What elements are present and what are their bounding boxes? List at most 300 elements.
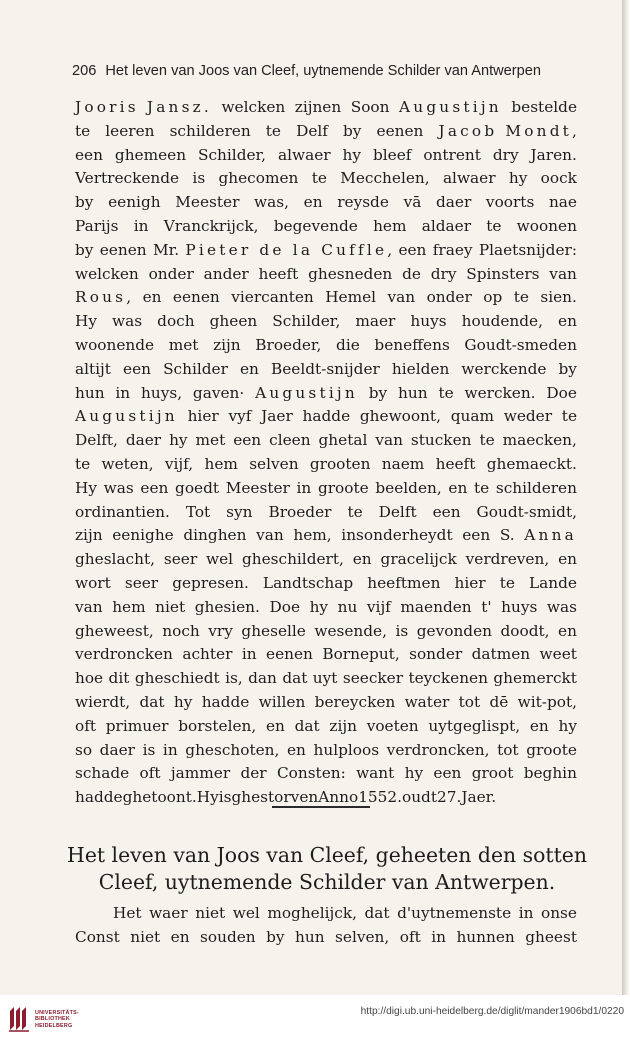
word: by <box>343 121 362 140</box>
word: een <box>398 240 427 259</box>
word: der <box>240 764 267 783</box>
word: ghemaeckt. <box>486 454 577 473</box>
word: Hy <box>75 312 97 331</box>
word: wit-pot, <box>517 692 577 711</box>
word: water <box>404 692 450 711</box>
word: wierdt, <box>75 692 131 711</box>
word: aldaer <box>421 216 472 235</box>
word: woonen <box>516 216 577 235</box>
word: en <box>303 193 323 212</box>
word: oock <box>540 169 577 188</box>
word: en <box>240 359 259 378</box>
word: vijf <box>366 597 391 616</box>
word: seer <box>124 573 159 592</box>
word: leeren <box>105 121 155 140</box>
word: te <box>311 169 327 188</box>
word: die <box>336 335 360 354</box>
word: quam <box>450 407 494 426</box>
word: moghelijck, <box>267 904 357 922</box>
word: met <box>195 431 226 450</box>
word: ghesneden <box>308 264 393 283</box>
word: huys <box>410 312 447 331</box>
word: Landtschap <box>262 573 354 592</box>
word: Goudt-smeden <box>464 335 577 354</box>
main-text-block <box>75 96 577 810</box>
word: , <box>387 240 393 259</box>
page-edge-shadow <box>622 0 630 995</box>
word: hier <box>454 573 486 592</box>
word: en <box>265 716 285 735</box>
word: is <box>218 788 232 807</box>
word: dat <box>282 669 308 688</box>
word: weet <box>539 645 577 664</box>
word: Goudt-smidt, <box>476 502 577 521</box>
word: hy <box>508 169 528 188</box>
word: hun <box>295 927 325 946</box>
word: vyf <box>228 407 252 426</box>
word: dry <box>492 145 519 164</box>
word: ghemeen <box>114 145 187 164</box>
word: verdreven, <box>465 550 550 569</box>
word: primuer <box>105 716 169 735</box>
word: een <box>462 526 491 545</box>
word: ghewoont, <box>359 407 441 426</box>
university-library-logo-icon[interactable] <box>8 1005 30 1032</box>
word: en <box>142 288 162 307</box>
word: naem <box>381 454 425 473</box>
running-header <box>72 63 582 85</box>
spaced-name: Anna <box>524 526 577 545</box>
word: wesende, <box>314 621 387 640</box>
word: Beeldt-snijder <box>270 359 380 378</box>
text-line <box>75 524 577 548</box>
word: eenen <box>376 121 424 140</box>
chapter-title-line: Het leven van Joos van Cleef, geheeten den sotten <box>67 843 587 867</box>
word: van <box>256 526 284 545</box>
word: hunnen <box>456 927 515 946</box>
word: schade <box>75 764 130 783</box>
word: Parijs <box>75 216 119 235</box>
word: fraey <box>432 240 473 259</box>
word: wercken. <box>464 383 536 402</box>
text-line <box>75 691 577 715</box>
word: want <box>356 764 395 783</box>
word: welcken <box>221 98 286 116</box>
word: beghin <box>523 764 577 783</box>
word: hadde <box>75 788 123 807</box>
word: Delft, <box>75 431 118 450</box>
chapter-heading <box>62 842 592 896</box>
word: Hy <box>75 478 97 497</box>
word: Delft <box>378 502 417 521</box>
spaced-name: Jooris Jansz. <box>75 98 212 116</box>
text-line <box>75 358 577 382</box>
word: gheslacht, <box>75 550 155 569</box>
word: groot <box>471 764 514 783</box>
word: oft <box>399 927 421 946</box>
word: op <box>483 288 503 307</box>
word: en <box>558 550 577 569</box>
word: te <box>499 573 515 592</box>
word: by <box>368 383 388 402</box>
word: te <box>561 407 577 426</box>
word: te <box>486 216 502 235</box>
word: schilderen <box>169 121 251 140</box>
word: maenden <box>400 597 472 616</box>
word: heeft <box>435 454 476 473</box>
word: is, <box>225 669 243 688</box>
text-line <box>75 263 577 287</box>
word: , <box>126 288 132 307</box>
word: in <box>518 904 534 922</box>
word: nae <box>548 193 577 212</box>
word: achter <box>182 645 233 664</box>
word: maer <box>355 312 396 331</box>
word: bestelde <box>511 98 577 116</box>
word: en <box>286 740 306 759</box>
word: dry <box>430 264 457 283</box>
word: is <box>192 169 206 188</box>
text-line <box>75 596 577 620</box>
word: altijt <box>75 359 111 378</box>
word: Consten: <box>276 764 346 783</box>
word: ghemerckt <box>493 669 577 688</box>
word: in <box>133 216 149 235</box>
word: by <box>558 359 577 378</box>
word: ghestorven <box>231 788 319 807</box>
word: by <box>75 240 94 259</box>
text-line <box>75 453 577 477</box>
word: gheschiedt <box>134 669 220 688</box>
text-line <box>75 334 577 358</box>
word: Doe <box>269 597 300 616</box>
word: doch <box>157 312 195 331</box>
word: de <box>402 264 421 283</box>
word: hoe <box>75 669 104 688</box>
word: ghesien. <box>194 597 260 616</box>
word: in <box>296 478 312 497</box>
text-line <box>75 501 577 525</box>
word: woonende <box>75 335 155 354</box>
word: niet <box>155 597 186 616</box>
word: willen <box>258 692 306 711</box>
text-line <box>75 191 577 215</box>
word: in <box>431 927 446 946</box>
text-line <box>75 286 577 310</box>
word: goedt <box>175 478 220 497</box>
word: d'uytnemenste <box>397 904 512 922</box>
word-group <box>438 120 576 144</box>
word: begevende <box>273 216 358 235</box>
word: 1552. <box>358 788 402 807</box>
page-number: 206 <box>72 63 97 79</box>
word: souden <box>200 927 256 946</box>
word: gheschoten, <box>185 740 280 759</box>
word: dit <box>108 669 130 688</box>
text-line <box>75 477 577 501</box>
text-line <box>75 310 577 334</box>
word: hy <box>169 431 188 450</box>
word: heeftmen <box>367 573 441 592</box>
word: weder <box>503 407 553 426</box>
word: Anno <box>318 788 359 807</box>
word: wel <box>206 550 234 569</box>
text-line <box>75 715 577 739</box>
word: ander <box>203 264 249 283</box>
word: Mecchelen, <box>340 169 430 188</box>
word: by <box>266 927 285 946</box>
word: cleen <box>269 431 311 450</box>
word: hy <box>342 145 362 164</box>
word: onder <box>148 264 194 283</box>
word: Delf <box>296 121 328 140</box>
word: selven <box>249 454 299 473</box>
word: dat <box>294 716 320 735</box>
word: gheschildert, <box>241 550 344 569</box>
word: hielden <box>391 359 450 378</box>
text-line <box>75 739 577 763</box>
word: hy <box>309 597 329 616</box>
word: verdroncken <box>75 645 173 664</box>
word: Het <box>113 904 142 922</box>
word: ontrent <box>423 145 481 164</box>
word: zijnen <box>294 98 342 116</box>
word: Vertreckende <box>75 169 180 188</box>
word: Broeder, <box>255 335 322 354</box>
word: Spinsters <box>466 264 540 283</box>
word: eenen <box>172 288 220 307</box>
text-line <box>75 405 577 429</box>
word: sonder <box>409 645 463 664</box>
word: te <box>473 478 490 497</box>
word: voeten <box>366 716 419 735</box>
word: werckende <box>461 359 547 378</box>
spaced-name: Augustijn <box>75 407 178 426</box>
running-title: Het leven van Joos van Cleef, uytnemende Schilder van Antwerpen <box>105 63 541 79</box>
text-line <box>75 96 577 120</box>
source-url-link[interactable]: http://digi.ub.uni-heidelberg.de/diglit/mander1906bd1/0220 <box>360 1006 624 1017</box>
word: vā <box>403 193 422 212</box>
library-name-line: UNIVERSITÄTS- <box>35 1010 79 1016</box>
word: ghetoont. <box>122 788 197 807</box>
word: dan <box>248 669 277 688</box>
word: beelden, <box>375 478 442 497</box>
word: in <box>162 740 178 759</box>
word: en <box>558 312 577 331</box>
word: van <box>549 264 577 283</box>
word: daer <box>125 431 162 450</box>
word: nu <box>337 597 358 616</box>
text-line <box>75 548 577 572</box>
word: Schilder, <box>198 145 267 164</box>
word: viercanten <box>231 288 314 307</box>
word: teyckenen <box>408 669 488 688</box>
text-line <box>75 902 577 926</box>
word: Broeder <box>268 502 332 521</box>
library-name[interactable] <box>35 1010 79 1029</box>
word: waer <box>149 904 188 922</box>
word: daer <box>435 193 472 212</box>
word: een <box>123 359 151 378</box>
word: zijn <box>329 716 357 735</box>
word: uyt <box>312 669 338 688</box>
text-line <box>75 620 577 644</box>
word: t' <box>481 597 492 616</box>
word: hem <box>373 216 407 235</box>
word: hulploos <box>313 740 380 759</box>
word: eenigh <box>108 193 161 212</box>
text-line <box>75 239 577 263</box>
word: gaven· <box>192 383 245 402</box>
word: Jaer <box>261 407 293 426</box>
word: beneffens <box>374 335 450 354</box>
word: was, <box>254 193 289 212</box>
word: en <box>529 716 549 735</box>
word: en <box>170 927 190 946</box>
word: te <box>479 431 495 450</box>
word: borstelen, <box>178 716 257 735</box>
word: te <box>513 288 529 307</box>
word: maecken, <box>502 431 577 450</box>
word: eenen <box>99 240 147 259</box>
word: hem <box>204 454 238 473</box>
word: houdende, <box>461 312 543 331</box>
word: Jaer. <box>461 788 497 807</box>
word: jammer <box>170 764 231 783</box>
word: doodt, <box>500 621 550 640</box>
word: hadde <box>302 407 351 426</box>
word: Schilder, <box>272 312 341 331</box>
word: Lande <box>528 573 577 592</box>
word: so <box>75 740 93 759</box>
word: schilderen <box>495 478 577 497</box>
word: vry <box>208 621 233 640</box>
word: te <box>438 383 454 402</box>
word: Meester <box>175 193 240 212</box>
word: seecker <box>342 669 404 688</box>
word: Hy <box>196 788 219 807</box>
word: Meester <box>225 478 290 497</box>
word: hy <box>173 692 193 711</box>
text-line <box>75 144 577 168</box>
word: wort <box>75 573 111 592</box>
word: hun <box>75 383 105 402</box>
word: Vranckrijck, <box>163 216 259 235</box>
word: zijn <box>213 335 241 354</box>
word: hem <box>112 597 146 616</box>
word: seer <box>163 550 198 569</box>
word: een <box>140 478 169 497</box>
word: van <box>387 288 416 307</box>
word: oft <box>75 716 97 735</box>
word: oudt <box>402 788 438 807</box>
word: syn <box>226 502 253 521</box>
word: ghecomen <box>218 169 299 188</box>
word: dat <box>364 904 390 922</box>
word: gevonden <box>416 621 492 640</box>
word: datmen <box>471 645 531 664</box>
word: gheselle <box>241 621 306 640</box>
word: eenen <box>266 645 313 664</box>
word: niet <box>130 927 161 946</box>
word: gheweest, <box>75 621 154 640</box>
text-line <box>75 572 577 596</box>
text-line <box>75 762 577 786</box>
word: alwaer <box>277 145 331 164</box>
word: hun <box>398 383 428 402</box>
word-group <box>185 239 392 263</box>
spaced-name: Augustijn <box>399 98 502 116</box>
text-line <box>75 429 577 453</box>
word: by <box>75 193 94 212</box>
text-line <box>75 167 577 191</box>
word: Hemel <box>325 288 377 307</box>
word: Tot <box>185 502 211 521</box>
word: dinghen <box>183 526 247 545</box>
word: S. <box>499 526 515 545</box>
word: te <box>347 502 363 521</box>
text-line <box>75 215 577 239</box>
word: van <box>75 597 103 616</box>
word: van <box>375 431 403 450</box>
word: uytgeglispt, <box>428 716 521 735</box>
word: onder <box>426 288 472 307</box>
word: is <box>395 621 409 640</box>
spaced-name: Rous <box>75 288 127 307</box>
word: een <box>432 502 461 521</box>
word: selven, <box>335 927 390 946</box>
word: te <box>75 454 91 473</box>
word: dat <box>139 692 165 711</box>
word: sien. <box>540 288 577 307</box>
word: noch <box>162 621 200 640</box>
word: gheen <box>209 312 258 331</box>
word: in <box>115 383 131 402</box>
word: zijn <box>75 526 103 545</box>
word: ghetal <box>318 431 368 450</box>
text-line <box>75 382 577 406</box>
word: Jaren. <box>530 145 577 164</box>
library-name-line: HEIDELBERG <box>35 1022 73 1029</box>
word: wel <box>232 904 260 922</box>
word: oft <box>139 764 161 783</box>
word: en <box>448 478 468 497</box>
library-name-line: BIBLIOTHEK <box>35 1016 70 1023</box>
word: en <box>352 550 372 569</box>
word: hem, <box>293 526 332 545</box>
text-line <box>75 926 577 950</box>
word: voorts <box>485 193 535 212</box>
word: onse <box>540 904 577 922</box>
word: vijf, <box>164 454 194 473</box>
word: Soon <box>350 98 390 116</box>
word: gracelijck <box>380 550 457 569</box>
footer-bar <box>0 995 630 1041</box>
spaced-name: Jacob Mondt <box>438 121 573 140</box>
text-line <box>75 643 577 667</box>
word: hier <box>187 407 219 426</box>
word: huys <box>501 597 538 616</box>
word: een <box>433 764 462 783</box>
word: welcken <box>75 264 139 283</box>
chapter-opening-text <box>75 902 577 950</box>
word: ordinantien. <box>75 502 170 521</box>
word: bereycken <box>314 692 396 711</box>
text-line <box>75 120 577 144</box>
word: gheest <box>525 927 577 946</box>
word: en <box>558 621 577 640</box>
word: Mr. <box>152 240 180 259</box>
